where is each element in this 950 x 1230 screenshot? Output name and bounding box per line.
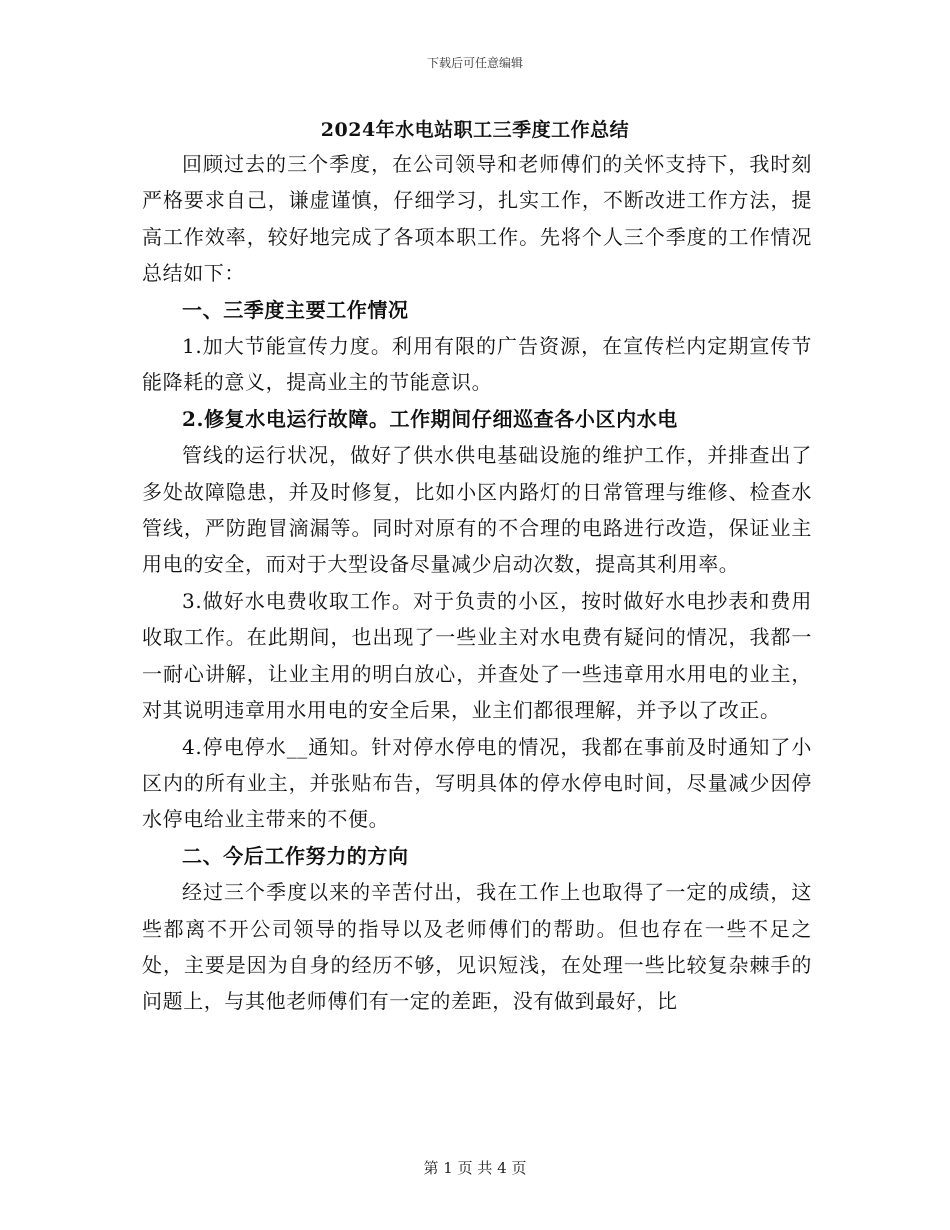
section-heading-2: 二、今后工作努力的方向 — [182, 843, 409, 868]
item-1-paragraph: 1.加大节能宣传力度。利用有限的广告资源，在宣传栏内定期宣传节能降耗的意义，提高业主的节能意识。 — [142, 334, 812, 395]
page-number: 第 1 页 共 4 页 — [423, 1159, 527, 1177]
header-note: 下载后可任意编辑 — [426, 56, 523, 70]
item-2-heading: 2.修复水电运行故障。工作期间仔细巡查各小区内水电 — [182, 406, 678, 431]
closing-paragraph: 经过三个季度以来的辛苦付出，我在工作上也取得了一定的成绩，这些都离不开公司领导的指导以及老师傅们的帮助。但也存在一些不足之处，主要是因为自身的经历不够，见识短浅，在处理一些比较复杂棘手的问题上，与其他老师傅们有一定的差距，没有做到最好，比 — [142, 880, 812, 1014]
item-4-paragraph: 4.停电停水__通知。针对停水停电的情况，我都在事前及时通知了小区内的所有业主，并张贴布告，写明具体的停水停电时间，尽量减少因停水停电给业主带来的不便。 — [142, 734, 812, 832]
section-heading-1: 一、三季度主要工作情况 — [182, 297, 409, 322]
intro-paragraph: 回顾过去的三个季度，在公司领导和老师傅们的关怀支持下，我时刻严格要求自己，谦虚谨慎，仔细学习，扎实工作，不断改进工作方法，提高工作效率，较好地完成了各项本职工作。先将个人三个季度的工作情况总结如下： — [142, 152, 812, 286]
document-body — [142, 146, 812, 1020]
document-title: 2024年水电站职工三季度工作总结 — [320, 119, 630, 141]
item-3-paragraph: 3.做好水电费收取工作。对于负责的小区，按时做好水电抄表和费用收取工作。在此期间，也出现了一些业主对水电费有疑问的情况，我都一一耐心讲解，让业主用的明白放心，并查处了一些违章用水用电的业主，对其说明违章用水用电的安全后果，业主们都很理解，并予以了改正。 — [142, 588, 812, 723]
item-2-paragraph: 管线的运行状况，做好了供水供电基础设施的维护工作，并排查出了多处故障隐患，并及时修复，比如小区内路灯的日常管理与维修、检查水管线，严防跑冒滴漏等。同时对原有的不合理的电路进行改造，保证业主用电的安全，而对于大型设备尽量减少启动次数，提高其利用率。 — [142, 443, 812, 577]
